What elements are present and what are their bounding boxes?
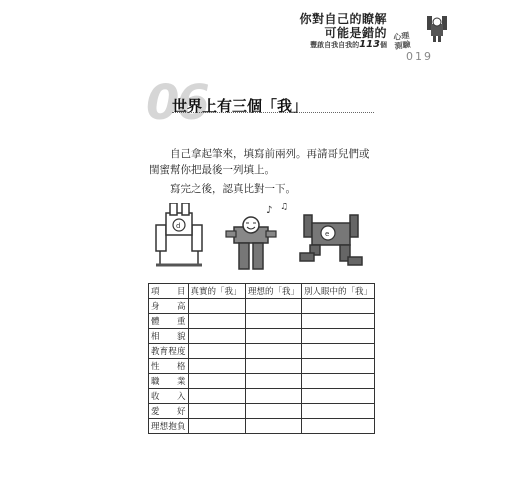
page-header	[0, 12, 520, 62]
book-subtitle-suffix: 個	[380, 41, 387, 49]
ideal-me-cell[interactable]	[245, 329, 301, 344]
section-title: 世界上有三個「我」	[172, 97, 308, 115]
mascot-dancing-figure	[226, 203, 288, 269]
book-title-line1: 你對自己的瞭解	[299, 12, 387, 26]
others-view-cell[interactable]	[301, 404, 374, 419]
real-me-cell[interactable]	[188, 374, 245, 389]
others-view-cell[interactable]	[301, 344, 374, 359]
real-me-cell[interactable]	[188, 344, 245, 359]
row-label: 體重	[149, 314, 189, 329]
mascot-icon	[424, 14, 450, 44]
psych-test-stamp	[393, 31, 411, 51]
others-view-cell[interactable]	[301, 419, 374, 434]
book-title	[299, 12, 387, 50]
real-me-cell[interactable]	[188, 299, 245, 314]
ideal-me-cell[interactable]	[245, 299, 301, 314]
table-row	[149, 404, 375, 419]
table-row	[149, 359, 375, 374]
others-view-cell[interactable]	[301, 374, 374, 389]
ideal-me-cell[interactable]	[245, 404, 301, 419]
section-number: 06	[146, 75, 207, 131]
ideal-me-cell[interactable]	[245, 419, 301, 434]
table-row	[149, 299, 375, 314]
table-row	[149, 314, 375, 329]
others-view-cell[interactable]	[301, 299, 374, 314]
real-me-cell[interactable]	[188, 359, 245, 374]
ideal-me-cell[interactable]	[245, 374, 301, 389]
row-label: 職業	[149, 374, 189, 389]
table-header-row	[149, 284, 375, 299]
table-row	[149, 419, 375, 434]
mascot-jumping-figure	[300, 215, 362, 265]
row-label: 理想抱負	[149, 419, 189, 434]
others-view-cell[interactable]	[301, 314, 374, 329]
title-divider	[172, 112, 374, 113]
ideal-me-cell[interactable]	[245, 389, 301, 404]
real-me-cell[interactable]	[188, 404, 245, 419]
header-others-view-me: 別人眼中的「我」	[301, 284, 374, 299]
others-view-cell[interactable]	[301, 329, 374, 344]
ideal-me-cell[interactable]	[245, 359, 301, 374]
ideal-me-cell[interactable]	[245, 314, 301, 329]
self-comparison-table	[148, 283, 375, 434]
compare-paragraph: 寫完之後，認真比對一下。	[170, 183, 296, 195]
svg-text:♪: ♪	[266, 205, 273, 216]
page-number: 019	[406, 50, 433, 63]
three-mascots-illustration	[154, 203, 370, 273]
stamp-line1: 心理	[392, 30, 410, 43]
mascot-handstand-figure	[156, 203, 202, 265]
svg-text:♫: ♫	[280, 203, 289, 212]
svg-text:d: d	[176, 222, 181, 230]
book-subtitle-prefix: 豐啟自我自我的	[310, 41, 360, 49]
row-label: 教育程度	[149, 344, 189, 359]
header-real-me: 真實的「我」	[188, 284, 245, 299]
book-title-line2: 可能是錯的	[324, 26, 387, 40]
row-label: 身高	[149, 299, 189, 314]
stamp-line2: 測驗	[394, 39, 412, 52]
book-subtitle-number: 113	[359, 39, 380, 50]
ideal-me-cell[interactable]	[245, 344, 301, 359]
real-me-cell[interactable]	[188, 314, 245, 329]
others-view-cell[interactable]	[301, 359, 374, 374]
real-me-cell[interactable]	[188, 329, 245, 344]
row-label: 相貌	[149, 329, 189, 344]
row-label: 性格	[149, 359, 189, 374]
book-subtitle	[299, 40, 387, 50]
real-me-cell[interactable]	[188, 389, 245, 404]
table-row	[149, 344, 375, 359]
table-row	[149, 389, 375, 404]
real-me-cell[interactable]	[188, 419, 245, 434]
header-item: 項 目	[149, 284, 189, 299]
svg-text:e: e	[325, 230, 330, 238]
instruction-paragraph: 自己拿起筆來，填寫前兩列。再請哥兒們或閨蜜幫你把最後一列填上。	[149, 148, 370, 176]
row-label: 收入	[149, 389, 189, 404]
table-row	[149, 329, 375, 344]
table-row	[149, 374, 375, 389]
row-label: 愛好	[149, 404, 189, 419]
header-ideal-me: 理想的「我」	[245, 284, 301, 299]
others-view-cell[interactable]	[301, 389, 374, 404]
